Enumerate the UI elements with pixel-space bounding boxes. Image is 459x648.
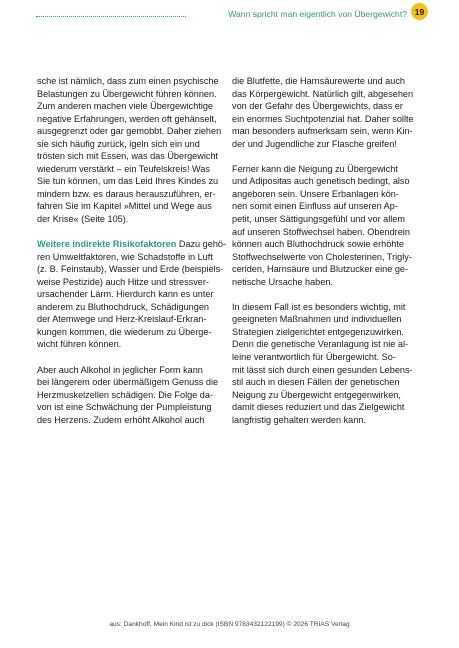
header-rule bbox=[36, 16, 186, 17]
text-line: Stoffwechselwerte von Cholesterinen, Trigly- bbox=[232, 251, 412, 262]
text-line bbox=[37, 238, 227, 251]
text-line: (z. B. Feinstaub), Wasser und Erde (beispiels- bbox=[37, 264, 224, 275]
text-line: ausgegrenzt oder gar gemobbt. Daher ziehen bbox=[37, 126, 222, 137]
text-line: Neigung zu Übergewicht entgegenwirken, bbox=[232, 389, 401, 400]
text-line: man besonders aufmerksam sein, wenn Kin- bbox=[232, 126, 413, 137]
text-line: Aber auch Alkohol in jeglicher Form kann bbox=[37, 364, 203, 375]
text-line: Sie tun können, um das Leid Ihres Kindes zu bbox=[37, 176, 219, 187]
text-line: Denn die genetische Veranlagung ist nie al- bbox=[232, 339, 409, 350]
text-line: kungen kommen, die wiederum zu Überge- bbox=[37, 326, 212, 337]
text-line: bei längerem oder übermäßigem Genuss die bbox=[37, 377, 219, 388]
text-line: Herzmuskelzellen schädigen. Die Folge da- bbox=[37, 389, 213, 400]
text-line: netische Ursache haben. bbox=[232, 276, 333, 287]
text-fragment: Dazu gehö- bbox=[176, 239, 227, 250]
text-line: stil auch in diesen Fällen der genetischen bbox=[232, 377, 400, 388]
text-line: angeboren sein. Unsere Erbanlagen kön- bbox=[232, 188, 399, 199]
text-line: Belastungen zu Übergewicht führen können. bbox=[37, 88, 217, 99]
text-line: damit dieses reduziert und das Zielgewicht bbox=[232, 402, 405, 413]
text-line: sie sich häufig zurück, igeln sich ein und bbox=[37, 138, 200, 149]
text-line: wicht führen können. bbox=[37, 339, 122, 350]
text-line: von ist eine Schwächung der Pumpleistung bbox=[37, 402, 212, 413]
text-line: Zum anderen machen viele Übergewichtige bbox=[37, 101, 214, 112]
page-number-badge bbox=[411, 3, 428, 20]
text-line: ceriden, Harnsäure und Blutzucker eine ge- bbox=[232, 264, 409, 275]
right-paragraph-2 bbox=[232, 163, 417, 288]
text-line: In diesem Fall ist es besonders wichtig, mit bbox=[232, 301, 406, 312]
text-line: petit, unser Sättigungsgefühl und vor allem bbox=[232, 214, 405, 225]
text-line: mit lässt sich durch einen gesunden Lebens- bbox=[232, 364, 413, 375]
left-paragraph-3 bbox=[37, 364, 222, 427]
text-line: geeigneten Maßnahmen und individuellen bbox=[232, 314, 402, 325]
text-line: ein enormes Suchtpotenzial hat. Daher sollte bbox=[232, 113, 414, 124]
text-line: nen somit einen Einfluss auf unseren Ap- bbox=[232, 201, 398, 212]
text-line: die Blutfette, die Harnsäurewerte und auch bbox=[232, 76, 405, 86]
subheading: Weitere indirekte Risikofaktoren bbox=[37, 239, 177, 250]
text-line: auf unseren Stoffwechsel haben. Obendrein bbox=[232, 226, 410, 237]
right-column bbox=[232, 75, 417, 439]
left-column bbox=[37, 75, 227, 439]
text-line: anderem zu Bluthochdruck, Schädigungen bbox=[37, 301, 209, 312]
text-line: Ferner kann die Neigung zu Übergewicht bbox=[232, 163, 398, 174]
text-line: wiederum verstärkt – ein Teufelskreis! Was bbox=[37, 163, 210, 174]
right-paragraph-1 bbox=[232, 75, 417, 150]
text-line: der Atemwege und Herz-Kreislauf-Erkran- bbox=[37, 314, 207, 325]
page-number: 19 bbox=[414, 6, 425, 17]
text-line: sche ist nämlich, dass zum einen psychische bbox=[37, 76, 219, 86]
text-line: ursachender Lärm. Hierdurch kann es unter bbox=[37, 289, 214, 300]
text-line: können auch Bluthochdruck sowie erhöhte bbox=[232, 239, 404, 250]
left-paragraph-2 bbox=[37, 238, 227, 351]
text-line: Strategien zielgerichtet entgegenzuwirken. bbox=[232, 326, 404, 337]
text-line: und Adipositas auch genetisch bedingt, also bbox=[232, 176, 410, 187]
text-line: negative Erfahrungen, werden oft gehänselt, bbox=[37, 113, 217, 124]
text-line: des Herzens. Zudem erhöht Alkohol auch bbox=[37, 414, 205, 425]
left-paragraph-1 bbox=[37, 75, 222, 226]
text-line: ren Umweltfaktoren, wie Schadstoffe in Luft bbox=[37, 251, 213, 262]
text-line: der und Jugendliche zur Flasche greifen! bbox=[232, 138, 397, 149]
text-line: der Krise« (Seite 105). bbox=[37, 214, 129, 225]
text-line: trösten sich mit Essen, was das Übergewicht bbox=[37, 151, 219, 162]
text-line: langfristig gehalten werden kann. bbox=[232, 414, 366, 425]
text-line: das Körpergewicht. Natürlich gilt, abgesehen bbox=[232, 88, 414, 99]
text-line: mindern bzw. es daraus herauszuführen, er- bbox=[37, 188, 216, 199]
text-line: von der Gefahr des Übergewichts, dass er bbox=[232, 101, 403, 112]
running-title: Wann spricht man eigentlich von Übergewicht? bbox=[228, 9, 407, 19]
source-footer: aus: Dankhoff, Mein Kind ist zu dick (ISBN 9783432122199) © 2026 TRIAS Verlag bbox=[109, 621, 350, 628]
text-line: fahren Sie im Kapitel »Mittel und Wege aus bbox=[37, 201, 212, 212]
text-line: leine verantwortlich für Übergewicht. So- bbox=[232, 352, 396, 363]
right-paragraph-3 bbox=[232, 301, 417, 426]
text-line: weise Pestizide) auch Hitze und stressver- bbox=[37, 276, 209, 287]
